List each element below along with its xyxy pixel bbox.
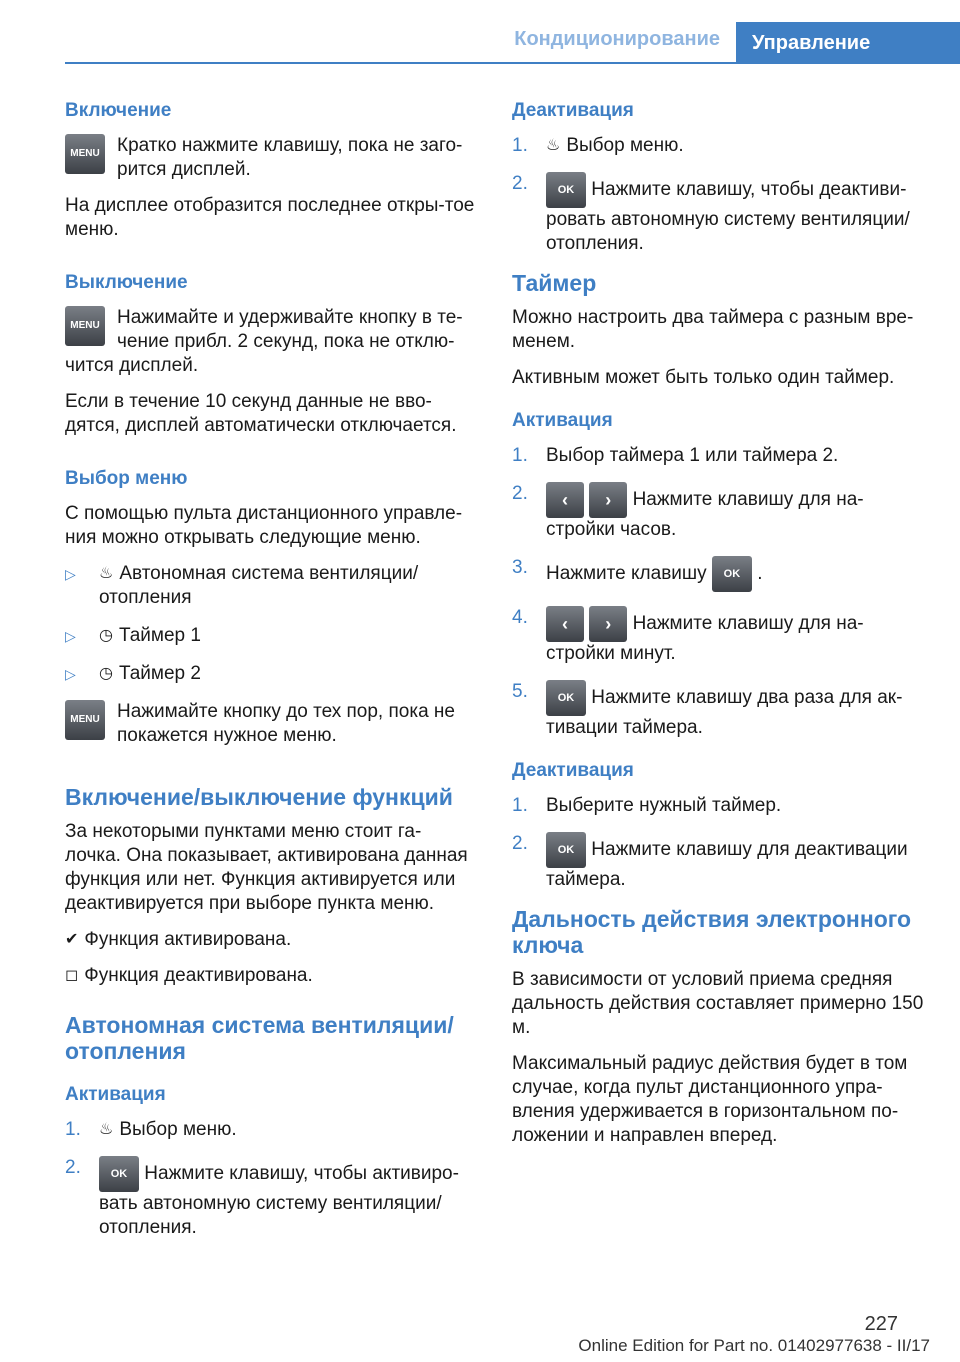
ok-button-icon: OK [99, 1156, 139, 1192]
list-item: 3. Нажмите клавишу OK . [512, 556, 924, 592]
list-item: 5. OK Нажмите клавишу два раза для ак-тивации таймера. [512, 681, 903, 739]
func-text: За некоторыми пунктами меню стоит га-лочка. Она показывает, активирована данная функция или нет. Функция активируется или деактивируется при выборе пункта меню. [65, 821, 468, 915]
off-title: Выключение [65, 272, 188, 293]
header-tab: Управление [736, 22, 960, 64]
arrow-left-icon: ‹ [546, 482, 584, 518]
ok-button-icon: OK [546, 680, 586, 716]
timer-text2: Активным может быть только один таймер. [512, 367, 895, 389]
func-off-line: ◻ Функция деактивирована. [65, 965, 313, 987]
ventilation-icon: ♨ [99, 565, 114, 582]
list-item: 1. ♨ Выбор меню. [65, 1119, 237, 1141]
arrow-left-icon: ‹ [546, 606, 584, 642]
vent-title: Автономная система вентиляции/ отопления [65, 1012, 454, 1065]
right-column [512, 100, 924, 1160]
list-item: ▷ ◷ Таймер 1 [65, 625, 201, 647]
left-column [65, 100, 477, 1254]
list-item: ▷ ◷ Таймер 2 [65, 663, 201, 685]
ok-button-icon: OK [712, 556, 752, 592]
func-on-line: ✔ Функция активирована. [65, 929, 292, 951]
list-item: 2. OK Нажмите клавишу, чтобы активиро-вать автономную систему вентиляции/ отопления. [65, 1157, 459, 1239]
timer-text1: Можно настроить два таймера с разным вре-менем. [512, 307, 914, 353]
act-list [65, 1118, 477, 1240]
range-text2: Максимальный радиус действия будет в том случае, когда пульт дистанционного упра-вления удерживается в горизонтальном по-ложении и направлен вперед. [512, 1053, 908, 1147]
list-item: 4. ‹ › Нажмите клавишу для на-стройки минут. [512, 607, 864, 665]
t-deact-title: Деактивация [512, 760, 634, 782]
on-text1: Кратко нажмите клавишу, пока не заго-рится дисплей. [117, 135, 463, 180]
header-section: Кондиционирование [514, 28, 720, 50]
off-text1: Нажимайте и удерживайте кнопку в те-чение прибл. 2 секунд, пока не отклю-чится дисплей. [65, 307, 463, 376]
list-item: 1. Выбор таймера 1 или таймера 2. [512, 445, 839, 467]
t-act-title: Активация [512, 410, 613, 432]
func-title: Включение/выключение функций [65, 784, 453, 811]
footer-edition: Online Edition for Part no. 01402977638 - II/17 [578, 1336, 930, 1355]
range-text1: В зависимости от условий приема средняя дальность действия составляет примерно 150 м. [512, 969, 924, 1039]
deact-title: Деактивация [512, 100, 634, 121]
timer-2-icon: ◷ [99, 665, 113, 683]
act-title: Активация [65, 1084, 166, 1106]
list-item: 2. OK Нажмите клавишу для деактивации таймера. [512, 833, 908, 891]
list-item: 1. ♨ Выбор меню. [512, 135, 684, 157]
timer-1-icon: ◷ [99, 627, 113, 645]
menu-button-icon: MENU [65, 134, 105, 174]
t-act-list [512, 444, 924, 740]
menu-button-icon: MENU [65, 700, 105, 740]
list-item: ▷ ♨ Автономная система вентиляции/ отопления [65, 563, 419, 609]
menu-text2: Нажимайте кнопку до тех пор, пока не покажется нужное меню. [117, 701, 455, 747]
header-rule [65, 62, 960, 64]
ventilation-icon: ♨ [546, 137, 561, 154]
empty-box-icon: ◻ [65, 967, 79, 985]
t-deact-list [512, 794, 924, 892]
menu-list [65, 562, 477, 686]
ok-button-icon: OK [546, 832, 586, 868]
menu-title: Выбор меню [65, 468, 188, 489]
range-title: Дальность действия электронного ключа [512, 906, 912, 959]
arrow-right-icon: › [589, 482, 627, 518]
list-item: 1. Выберите нужный таймер. [512, 795, 782, 817]
menu-button-icon: MENU [65, 306, 105, 346]
ok-button-icon: OK [546, 172, 586, 208]
ventilation-icon: ♨ [99, 1121, 114, 1139]
page-number: 227 [864, 1313, 898, 1335]
checkmark-icon: ✔ [65, 931, 79, 949]
deact-list [512, 134, 924, 256]
on-text2: На дисплее отобразится последнее откры-тое меню. [65, 195, 475, 240]
list-item: 2. OK Нажмите клавишу, чтобы деактиви-ровать автономную систему вентиляции/ отопления. [512, 173, 910, 255]
on-title: Включение [65, 100, 172, 121]
arrow-right-icon: › [589, 606, 627, 642]
off-text2: Если в течение 10 секунд данные не вво-дятся, дисплей автоматически отключается. [65, 391, 457, 436]
menu-text: С помощью пульта дистанционного управле-ния можно открывать следующие меню. [65, 503, 463, 548]
timer-title: Таймер [512, 270, 597, 297]
list-item: 2. ‹ › Нажмите клавишу для на-стройки часов. [512, 483, 864, 541]
